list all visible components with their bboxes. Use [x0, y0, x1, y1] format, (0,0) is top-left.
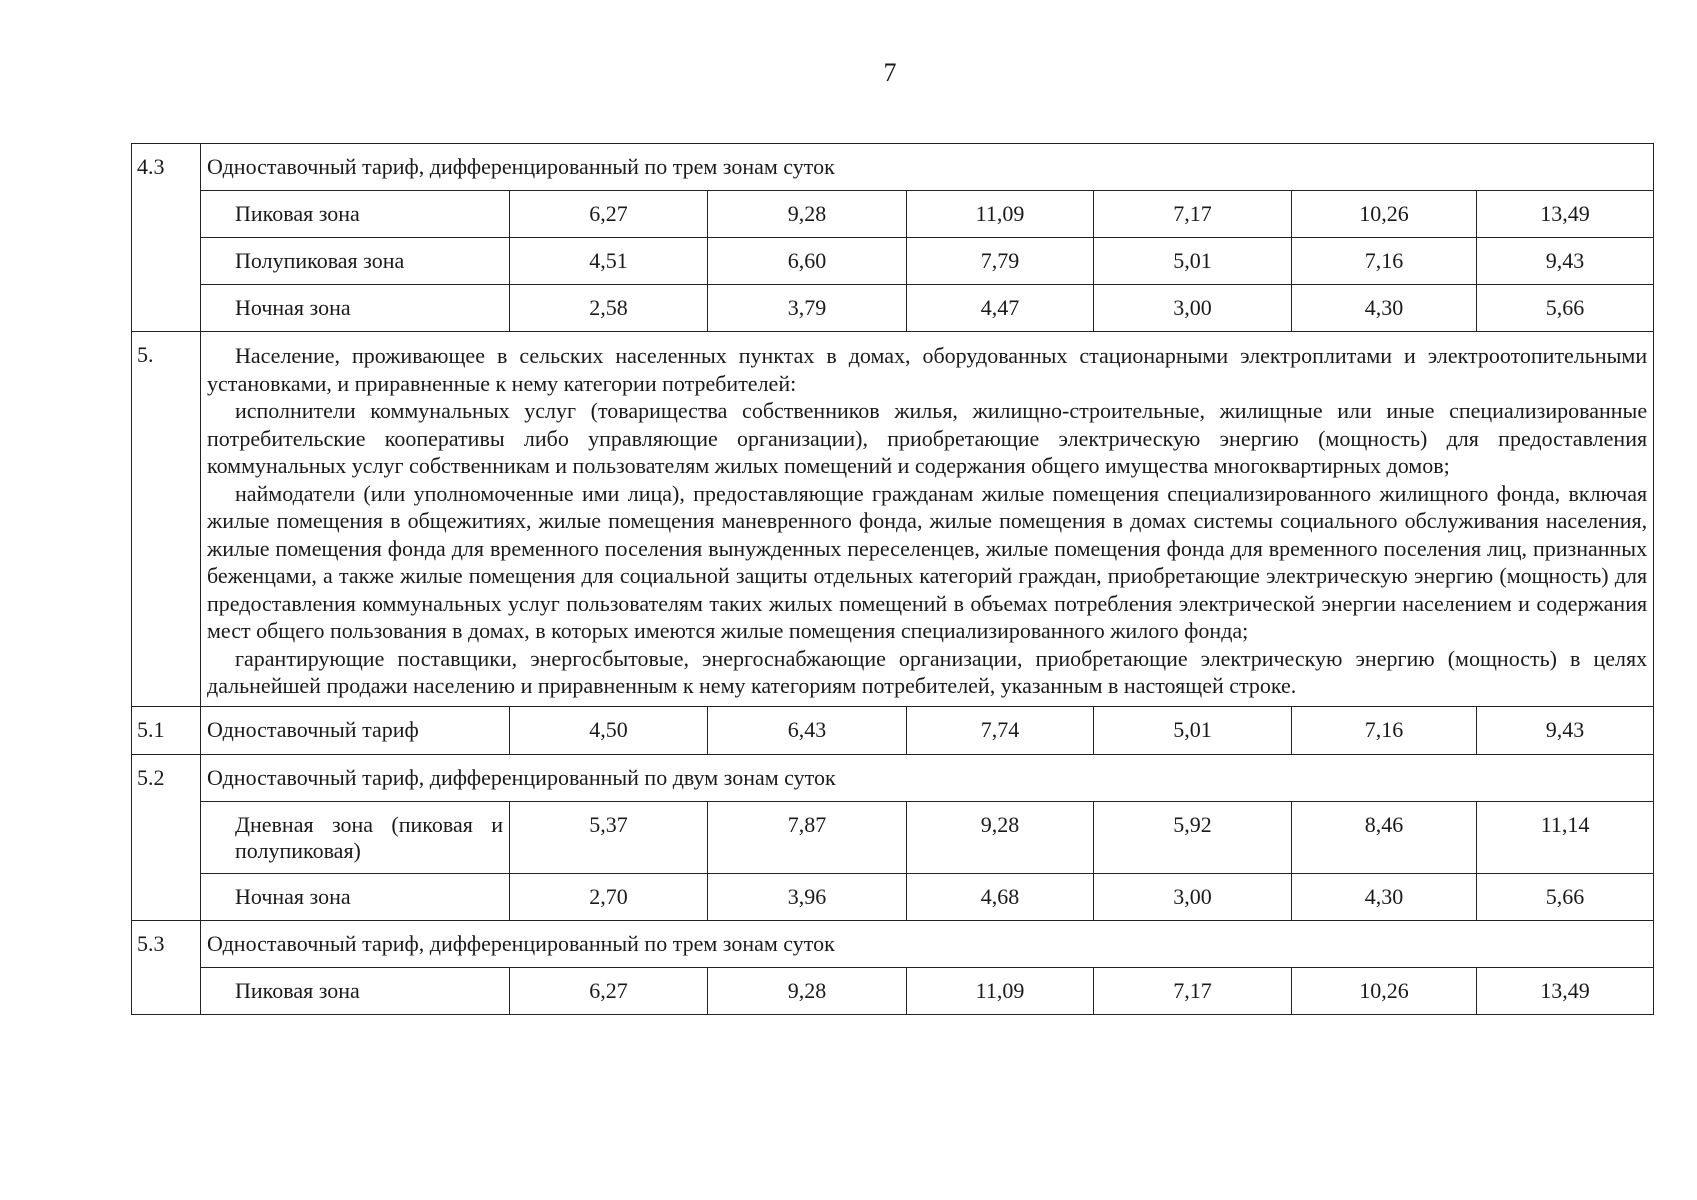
- tariff-table: [131, 143, 1654, 1015]
- tariff-value: 3,00: [1094, 285, 1292, 332]
- description-paragraph: исполнители коммунальных услуг (товарищества собственников жилья, жилищно-строительные, жилищные или иные специализированные потребительские кооперативы либо управляющие организации), приобретающие электрическую энергию (мощность) для предоставления коммунальных услуг собственникам и пользователям жилых помещений и содержания общего имущества многоквартирных домов;: [207, 398, 1648, 478]
- tariff-value: 5,01: [1094, 706, 1292, 754]
- tariff-value: 6,27: [510, 191, 708, 238]
- tariff-value: 4,51: [510, 238, 708, 285]
- table-row-5: [132, 332, 1654, 707]
- table-row-5-2: [132, 754, 1654, 801]
- table-row-5-1: [132, 706, 1654, 754]
- tariff-value: 4,50: [510, 706, 708, 754]
- tariff-value: 13,49: [1477, 967, 1654, 1014]
- tariff-value: 3,96: [708, 873, 907, 920]
- tariff-value: 6,27: [510, 967, 708, 1014]
- zone-label: Ночная зона: [201, 873, 510, 920]
- tariff-value: 3,79: [708, 285, 907, 332]
- tariff-value: 7,16: [1292, 238, 1477, 285]
- tariff-value: 7,74: [907, 706, 1094, 754]
- tariff-value: 9,28: [907, 801, 1094, 873]
- zone-label: Полупиковая зона: [201, 238, 510, 285]
- tariff-value: 9,43: [1477, 706, 1654, 754]
- zone-label: Дневная зона (пиковая и полупиковая): [201, 801, 510, 873]
- tariff-value: 9,43: [1477, 238, 1654, 285]
- tariff-value: 11,09: [907, 191, 1094, 238]
- tariff-value: 7,16: [1292, 706, 1477, 754]
- row-number: 5.: [132, 332, 201, 707]
- section-title: Одноставочный тариф, дифференцированный по двум зонам суток: [201, 754, 1654, 801]
- tariff-value: 3,00: [1094, 873, 1292, 920]
- tariff-value: 2,70: [510, 873, 708, 920]
- tariff-value: 11,09: [907, 967, 1094, 1014]
- table-row-4-3: [132, 144, 1654, 191]
- tariff-value: 5,66: [1477, 285, 1654, 332]
- table-row: [132, 238, 1654, 285]
- tariff-value: 4,30: [1292, 873, 1477, 920]
- tariff-label: Одноставочный тариф: [201, 706, 510, 754]
- zone-label: Пиковая зона: [201, 967, 510, 1014]
- table-row: [132, 191, 1654, 238]
- tariff-value: 7,17: [1094, 191, 1292, 238]
- zone-label: Ночная зона: [201, 285, 510, 332]
- tariff-value: 11,14: [1477, 801, 1654, 873]
- table-row: [132, 801, 1654, 873]
- table-row-5-3: [132, 920, 1654, 967]
- tariff-value: 4,68: [907, 873, 1094, 920]
- tariff-value: 5,01: [1094, 238, 1292, 285]
- page-number: 7: [883, 58, 897, 87]
- tariff-value: 9,28: [708, 967, 907, 1014]
- description-paragraph: наймодатели (или уполномоченные ими лица), предоставляющие гражданам жилые помещения специализированного жилищного фонда, включая жилые помещения в общежитиях, жилые помещения маневренного фонда, жилые помещения в домах системы социального обслуживания населения, жилые помещения фонда для временного поселения вынужденных переселенцев, жилые помещения фонда для временного поселения лиц, признанных беженцами, а также жилые помещения для социальной защиты отдельных категорий граждан, приобретающие электрическую энергию (мощность) для предоставления коммунальных услуг пользователям таких жилых помещений в объемах потребления электрической энергии населением и содержания мест общего пользования в домах, в которых имеются жилые помещения специализированного жилого фонда;: [207, 480, 1648, 643]
- table-row: [132, 285, 1654, 332]
- section-title: Одноставочный тариф, дифференцированный по трем зонам суток: [201, 920, 1654, 967]
- row-number: 4.3: [132, 144, 201, 332]
- table-row: [132, 873, 1654, 920]
- row-number: 5.3: [132, 920, 201, 1014]
- tariff-value: 7,87: [708, 801, 907, 873]
- tariff-value: 4,30: [1292, 285, 1477, 332]
- tariff-value: 7,17: [1094, 967, 1292, 1014]
- category-description: [201, 332, 1654, 707]
- tariff-value: 6,60: [708, 238, 907, 285]
- description-paragraph: Население, проживающее в сельских населенных пунктах в домах, оборудованных стационарными электроплитами и электроотопительными установками, и приравненные к нему категории потребителей:: [207, 343, 1648, 396]
- tariff-value: 5,37: [510, 801, 708, 873]
- zone-label: Пиковая зона: [201, 191, 510, 238]
- tariff-value: 9,28: [708, 191, 907, 238]
- tariff-value: 13,49: [1477, 191, 1654, 238]
- tariff-value: 2,58: [510, 285, 708, 332]
- description-paragraph: гарантирующие поставщики, энергосбытовые, энергоснабжающие организации, приобретающие электрическую энергию (мощность) в целях дальнейшей продажи населению и приравненным к нему категориям потребителей, указанным в настоящей строке.: [207, 645, 1648, 698]
- row-number: 5.2: [132, 754, 201, 920]
- tariff-value: 4,47: [907, 285, 1094, 332]
- tariff-value: 5,92: [1094, 801, 1292, 873]
- table-row: [132, 967, 1654, 1014]
- tariff-value: 8,46: [1292, 801, 1477, 873]
- tariff-value: 10,26: [1292, 191, 1477, 238]
- section-title: Одноставочный тариф, дифференцированный по трем зонам суток: [201, 144, 1654, 191]
- tariff-value: 6,43: [708, 706, 907, 754]
- tariff-value: 10,26: [1292, 967, 1477, 1014]
- row-number: 5.1: [132, 706, 201, 754]
- tariff-value: 5,66: [1477, 873, 1654, 920]
- tariff-value: 7,79: [907, 238, 1094, 285]
